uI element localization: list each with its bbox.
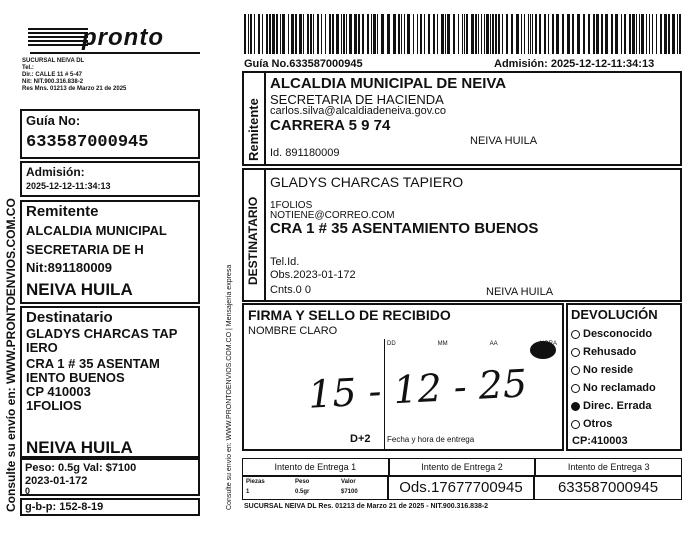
barcode-bar [453, 14, 455, 54]
barcode-bar [354, 14, 357, 54]
admision-box [20, 161, 200, 197]
barcode-bar [441, 14, 444, 54]
barcode-bar [332, 14, 334, 54]
sender-header-line: Nit: NIT.900.316.838-2 [22, 79, 84, 85]
footer-text: SUCURSAL NEIVA DL Res. 01213 de Marzo 21 de 2025 - NIT.900.316.838-2 [244, 503, 489, 510]
barcode-bar [387, 14, 390, 54]
right-remitente-dept: SECRETARIA DE HACIENDA [270, 92, 444, 107]
right-destinatario-box [242, 168, 682, 302]
barcode-bar [310, 14, 312, 54]
dest-address: CRA 1 # 35 ASENTAMIENTO BUENOS [270, 220, 539, 237]
right-remitente-name: ALCALDIA MUNICIPAL DE NEIVA [270, 75, 507, 92]
barcode-bar [321, 14, 322, 54]
barcode-bar [475, 14, 477, 54]
right-remitente-id: Id. 891180009 [270, 147, 340, 159]
guia-bottom: 633587000945 [534, 476, 682, 500]
barcode-bar [367, 14, 369, 54]
devolucion-option-label: Rehusado [583, 346, 637, 358]
barcode-bar [544, 14, 546, 54]
destinatario-box [20, 306, 200, 458]
guia-box [20, 109, 200, 159]
devolucion-option[interactable] [571, 415, 681, 433]
left-stub [18, 18, 204, 518]
barcode-bar [548, 14, 549, 54]
admision-label: Admisión: [26, 165, 85, 179]
destinatario-line: CRA 1 # 35 ASENTAM [26, 356, 160, 371]
small-table [242, 476, 388, 500]
barcode-bar [481, 14, 482, 54]
devolucion-box [566, 303, 682, 451]
barcode-bar [445, 14, 446, 54]
code-box [20, 498, 200, 516]
date-line: 2023-01-172 [25, 475, 88, 487]
destinatario-line: IERO [26, 340, 58, 355]
zero-line: 0 [25, 486, 31, 496]
destinatario-line: IENTO BUENOS [26, 370, 125, 385]
barcode-bar [495, 14, 497, 54]
right-remitente-box [242, 71, 682, 166]
sender-header-line: Res Mns. 01213 de Marzo 21 de 2025 [22, 86, 127, 92]
barcode-bar [478, 14, 479, 54]
guia-top: Guía No.633587000945 [244, 58, 363, 70]
barcode-bar [528, 14, 529, 54]
barcode-bar [272, 14, 275, 54]
barcode-bar [307, 14, 309, 54]
barcode-bar [291, 14, 294, 54]
small-table-value: $7100 [341, 489, 358, 495]
sender-header [22, 58, 204, 93]
intento-3: Intento de Entrega 3 [535, 458, 682, 476]
barcode-bar [317, 14, 319, 54]
remitente-side-label: Remitente [246, 98, 261, 161]
barcode-bar [398, 14, 400, 54]
barcode-bar [668, 14, 670, 54]
barcode-bar [583, 14, 585, 54]
destinatario-line: CP 410003 [26, 384, 91, 399]
barcode-bar [615, 14, 618, 54]
radio-circle-icon[interactable] [571, 384, 580, 393]
code-line: g-b-p: 152-8-19 [25, 501, 104, 513]
barcode-bar [377, 14, 378, 54]
barcode-bar [420, 14, 422, 54]
barcode-bar [588, 14, 590, 54]
barcode-bar [466, 14, 468, 54]
barcode-bar [596, 14, 599, 54]
barcode-bar [262, 14, 263, 54]
barcode-bar [371, 14, 372, 54]
destinatario-label: Destinatario [26, 309, 113, 326]
barcode-bar [417, 14, 418, 54]
firma-title: FIRMA Y SELLO DE RECIBIDO [248, 307, 451, 323]
barcode-bar [362, 14, 364, 54]
devolucion-option[interactable] [571, 379, 681, 397]
barcode-bar [530, 14, 531, 54]
dest-email: NOTIENE@CORREO.COM [270, 210, 395, 221]
nombre-claro: NOMBRE CLARO [248, 325, 338, 337]
guia-label: Guía No: [26, 113, 81, 128]
barcode-bar [521, 14, 522, 54]
devolucion-cp: CP:410003 [572, 435, 628, 447]
hora-label: HORA [539, 341, 557, 347]
mm-label: MM [437, 341, 448, 347]
left-vertical-site-text: Consulte su envío en: WWW.PRONTOENVIOS.COM.CO [4, 198, 18, 512]
intentos-row [242, 458, 682, 476]
radio-circle-icon[interactable] [571, 330, 580, 339]
barcode-bar [358, 14, 360, 54]
barcode-bar [336, 14, 339, 54]
barcode-bar [486, 14, 489, 54]
dd-mm-labels [387, 341, 557, 348]
barcode-bar [492, 14, 494, 54]
barcode-bar [349, 14, 352, 54]
peso-box [20, 458, 200, 496]
small-table-header: Piezas [246, 479, 265, 485]
small-table-value: 0.5gr [295, 489, 310, 495]
barcode-bar [511, 14, 513, 54]
destinatario-city: NEIVA HUILA [26, 438, 133, 457]
barcode-bar [424, 14, 425, 54]
barcode-bar [593, 14, 595, 54]
devolucion-option[interactable] [571, 397, 681, 415]
barcode-bar [413, 14, 414, 54]
devolucion-options [571, 325, 681, 433]
aa-label: AA [489, 341, 498, 347]
barcode-bar [632, 14, 635, 54]
barcode-bar [329, 14, 331, 54]
barcode-bar [601, 14, 603, 54]
barcode-bar [295, 14, 297, 54]
barcode-bar [437, 14, 438, 54]
divider [264, 73, 266, 164]
remitente-line: SECRETARIA DE H [26, 242, 144, 257]
radio-circle-icon[interactable] [571, 348, 580, 357]
peso-line: Peso: 0.5g Val: $7100 [25, 462, 137, 474]
barcode-bar [381, 14, 384, 54]
barcode-bar [433, 14, 435, 54]
barcode-bar [343, 14, 345, 54]
barcode-bar [250, 14, 252, 54]
remitente-city: NEIVA HUILA [26, 280, 133, 299]
barcode-bar [428, 14, 430, 54]
sender-header-line: SUCURSAL NEIVA DL [22, 58, 85, 64]
devolucion-option[interactable] [571, 343, 681, 361]
remitente-box [20, 200, 200, 304]
barcode-bar [401, 14, 402, 54]
barcode-bar [346, 14, 347, 54]
barcode-bar [524, 14, 525, 54]
fecha-hora-box [384, 339, 562, 449]
barcode-bar [407, 14, 410, 54]
barcode-bar [641, 14, 644, 54]
dest-tel: Tel.Id. [270, 256, 300, 268]
barcode-bar [539, 14, 541, 54]
barcode-bar [556, 14, 559, 54]
barcode-bar [462, 14, 463, 54]
barcode-bar [464, 14, 465, 54]
fecha-caption: Fecha y hora de entrega [387, 435, 475, 444]
barcode-bar [502, 14, 503, 54]
admision-value: 2025-12-12-11:34:13 [26, 181, 111, 191]
dd-label: DD [387, 341, 396, 347]
barcode-bar [562, 14, 564, 54]
firma-box [242, 303, 564, 451]
barcode-bar [248, 14, 249, 54]
destinatario-line: 1FOLIOS [26, 398, 82, 413]
barcode-bar [652, 14, 653, 54]
remitente-label: Remitente [26, 203, 99, 220]
barcode-bar [567, 14, 570, 54]
dplus-label: D+2 [350, 433, 371, 445]
barcode-bar [660, 14, 662, 54]
barcode-bar [393, 14, 396, 54]
devolucion-option-label: Otros [583, 418, 613, 430]
devolucion-option-label: Direc. Errada [583, 400, 652, 412]
barcode-bar [552, 14, 554, 54]
devolucion-option[interactable] [571, 361, 681, 379]
intento-1: Intento de Entrega 1 [242, 458, 389, 476]
devolucion-option[interactable] [571, 325, 681, 343]
remitente-line: Nit:891180009 [26, 260, 113, 275]
barcode-bar [636, 14, 637, 54]
barcode-bar [258, 14, 260, 54]
barcode-bar [313, 14, 314, 54]
barcode-bar [341, 14, 342, 54]
barcode-bar [611, 14, 613, 54]
destinatario-side-label: DESTINATARIO [246, 196, 260, 285]
logo-underline [30, 52, 200, 54]
barcode-bar [605, 14, 608, 54]
devolucion-option-label: Desconocido [583, 328, 653, 340]
small-table-header: Valor [341, 479, 356, 485]
ods-number: Ods.17677700945 [388, 476, 534, 500]
barcode-bar [471, 14, 474, 54]
barcode-bar [282, 14, 285, 54]
barcode-bar [679, 14, 681, 54]
logo-text: pronto [82, 24, 164, 51]
dest-folios: 1FOLIOS [270, 200, 313, 211]
radio-circle-icon[interactable] [571, 402, 580, 411]
sender-header-line: Dir.: CALLE 11 # 5-47 [22, 72, 83, 78]
barcode-bar [506, 14, 508, 54]
barcode-bar [404, 14, 405, 54]
radio-circle-icon[interactable] [571, 420, 580, 429]
barcode-bar [629, 14, 631, 54]
barcode-bar [621, 14, 622, 54]
divider [264, 170, 266, 300]
right-remitente-address: CARRERA 5 9 74 [270, 117, 391, 134]
barcode-bar [516, 14, 519, 54]
barcode-bar [299, 14, 302, 54]
devolucion-option-label: No reclamado [583, 382, 656, 394]
devolucion-title: DEVOLUCIÓN [571, 307, 658, 322]
barcode-bar [656, 14, 657, 54]
small-table-header: Peso [295, 479, 310, 485]
logo-stripes-icon [28, 28, 88, 46]
right-vertical-site-text: Consulte su envío en: WWW.PRONTOENVIOS.COM.CO | Mensajería expresa [226, 264, 233, 510]
barcode-bar [498, 14, 500, 54]
barcode-bar [280, 14, 281, 54]
barcode-bar [244, 14, 246, 54]
barcode-bar [535, 14, 537, 54]
barcode-bar [484, 14, 485, 54]
dest-cnts: Cnts.0 0 [270, 284, 311, 296]
right-remitente-email: carlos.silva@alcaldiadeneiva.gov.co [270, 105, 447, 117]
remitente-line: ALCALDIA MUNICIPAL [26, 223, 167, 238]
dest-name: GLADYS CHARCAS TAPIERO [270, 174, 464, 190]
dest-city: NEIVA HUILA [486, 286, 554, 298]
intento-2: Intento de Entrega 2 [389, 458, 536, 476]
barcode-bar [677, 14, 678, 54]
barcode-bar [447, 14, 450, 54]
bottom-row [242, 476, 682, 500]
admision-top: Admisión: 2025-12-12-11:34:13 [494, 58, 655, 70]
guia-number: 633587000945 [26, 133, 149, 152]
barcode-bar [266, 14, 268, 54]
barcode-bar [276, 14, 278, 54]
destinatario-line: GLADYS CHARCAS TAP [26, 326, 178, 341]
barcode-bar [458, 14, 459, 54]
barcode-bar [373, 14, 376, 54]
barcode-bar [572, 14, 574, 54]
barcode-bar [269, 14, 271, 54]
barcode-bar [303, 14, 304, 54]
barcode-bar [577, 14, 580, 54]
barcode-bar [624, 14, 626, 54]
barcode-bar [664, 14, 667, 54]
dest-obs: Obs.2023-01-172 [270, 269, 356, 281]
right-remitente-city: NEIVA HUILA [470, 135, 538, 147]
barcode-bar [288, 14, 289, 54]
barcode-bar [254, 14, 255, 54]
radio-circle-icon[interactable] [571, 366, 580, 375]
barcode-bar [646, 14, 647, 54]
barcode-bar [639, 14, 640, 54]
barcode-bar [325, 14, 326, 54]
handwritten-date: 15 - 12 - 25 [306, 361, 529, 417]
barcode-bar [649, 14, 650, 54]
small-table-value: 1 [246, 489, 250, 495]
devolucion-option-label: No reside [583, 364, 634, 376]
barcode-bar [672, 14, 675, 54]
sender-header-line: Tel.: [22, 65, 34, 71]
barcode-image [244, 14, 684, 54]
barcode-bar [490, 14, 491, 54]
barcode-bar [532, 14, 533, 54]
